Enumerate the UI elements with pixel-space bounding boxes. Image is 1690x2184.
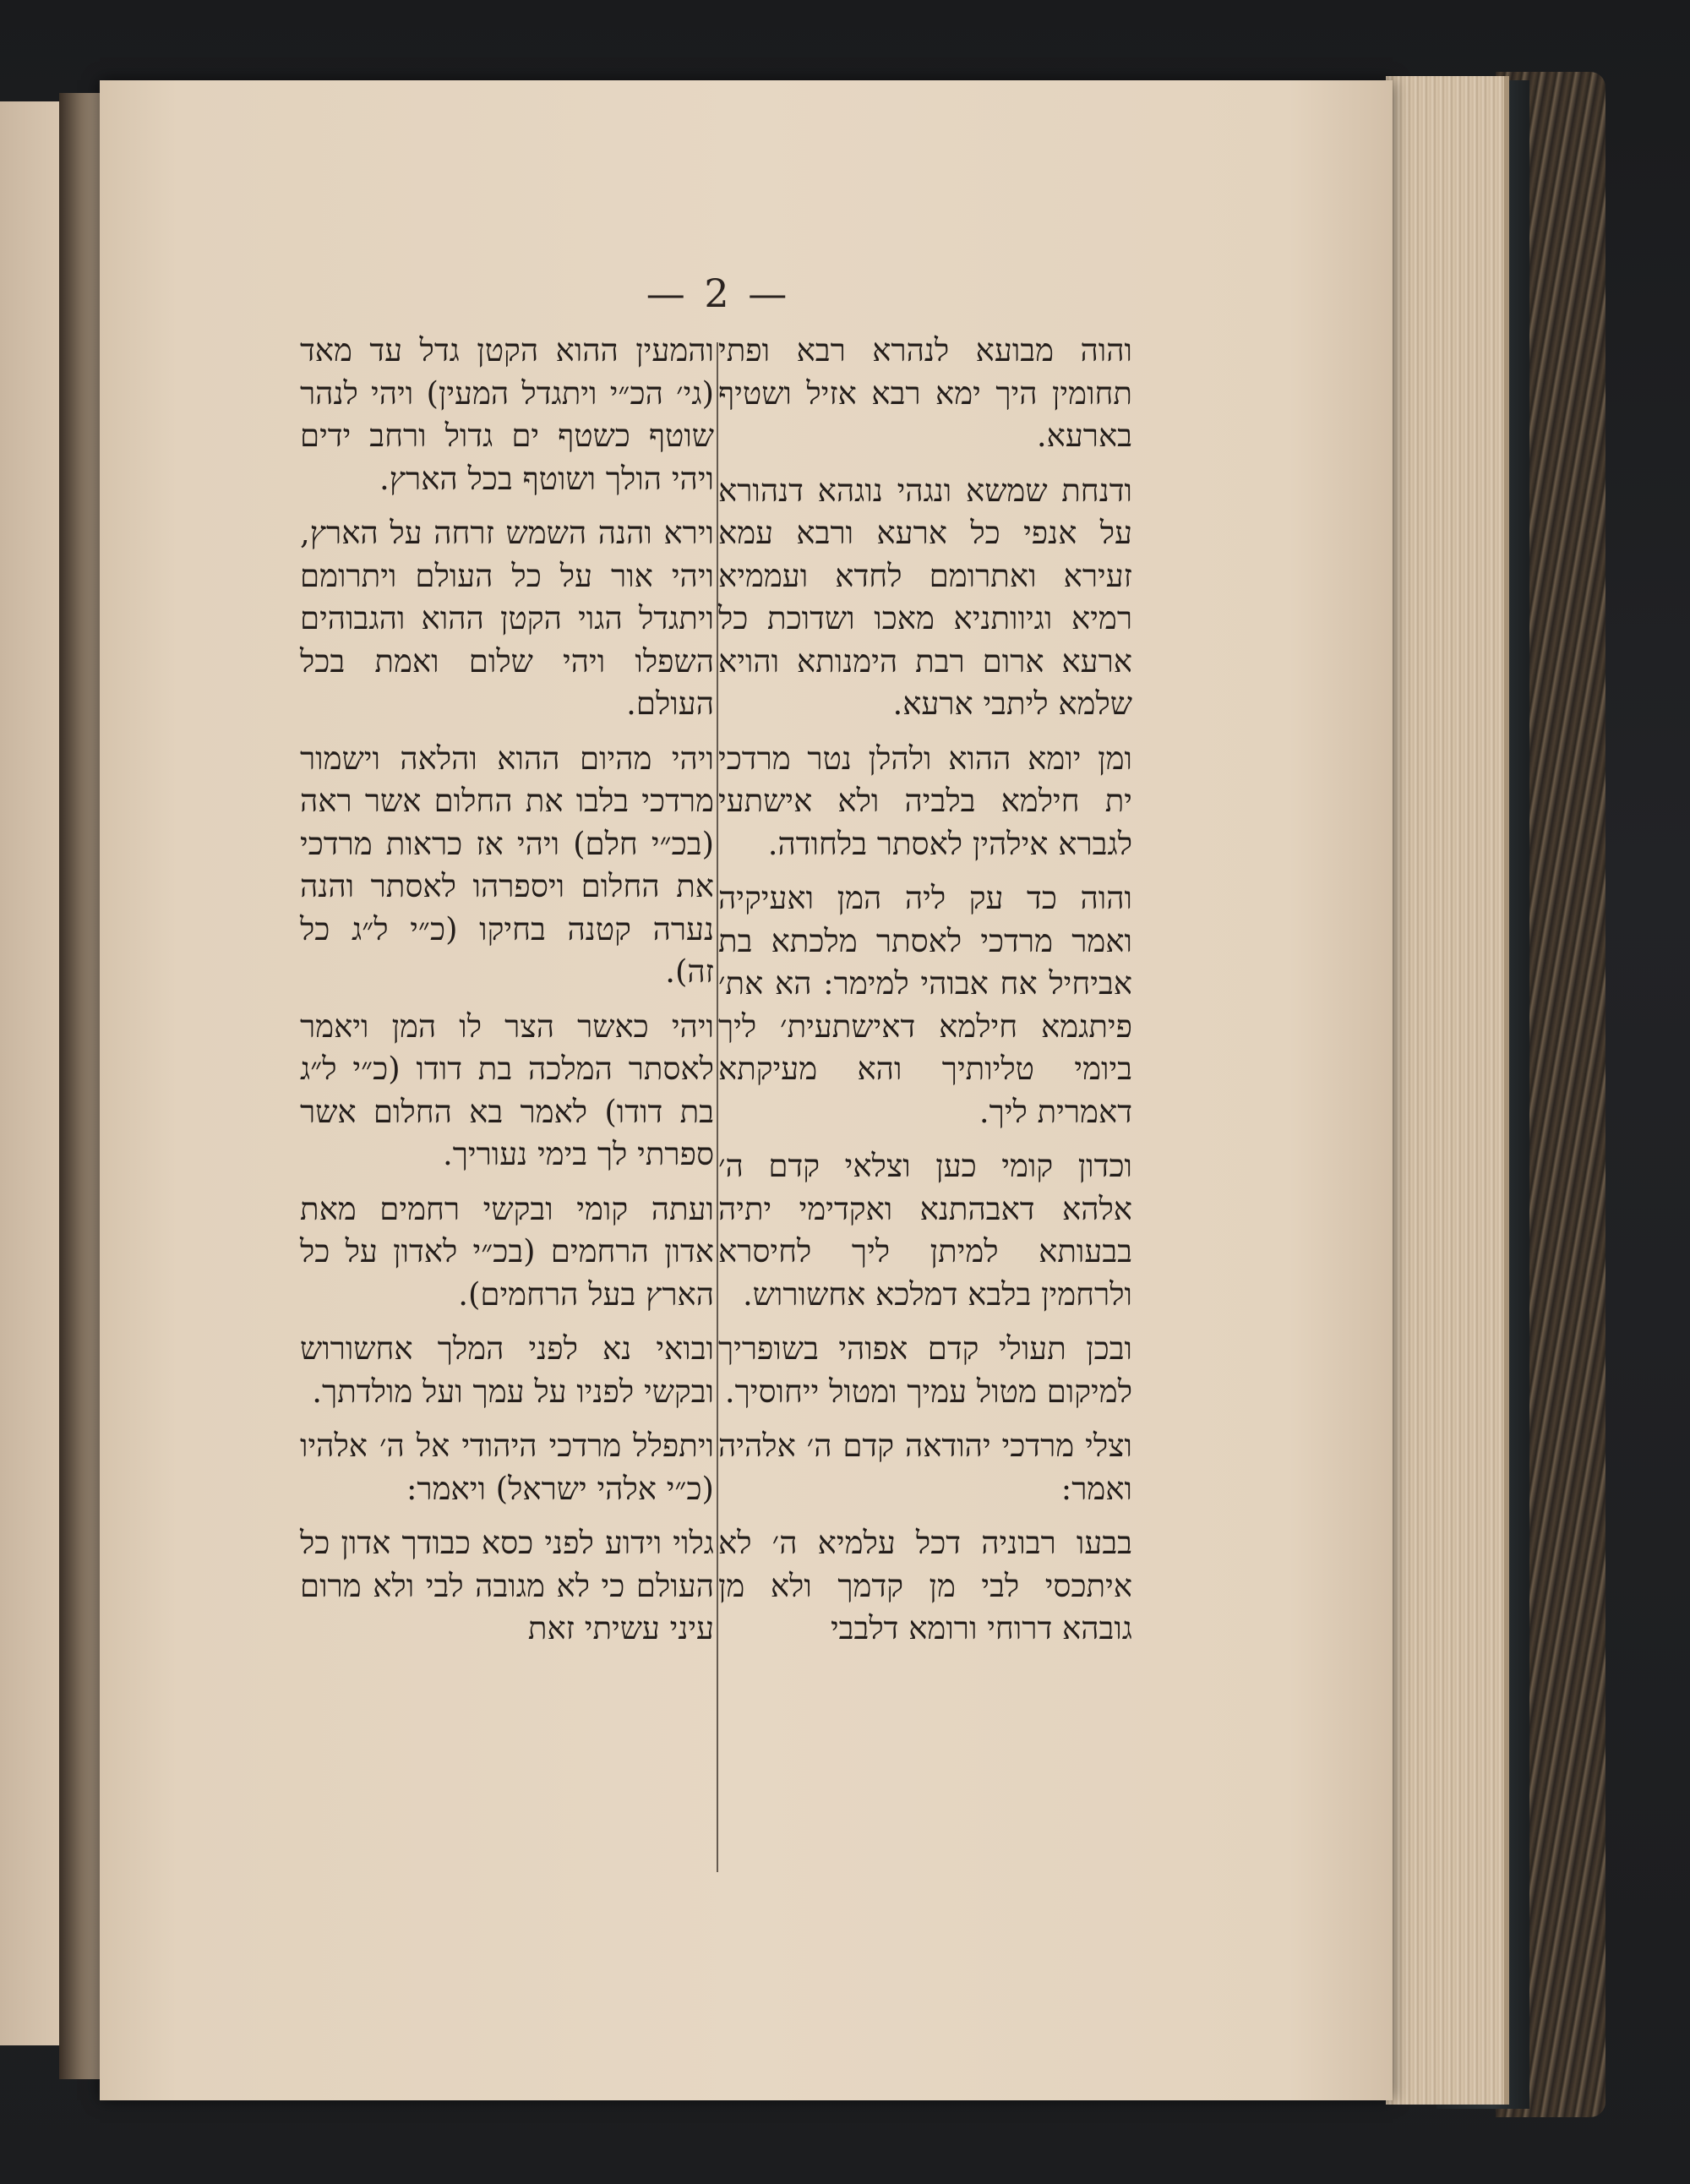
- aramaic-paragraph: וכדון קומי כען וצלאי קדם ה׳ אלהא דאבהתנא ואקדימי יתיה בבעותא למיתן ליך לחיסרא ולרחמין בלבא דמלכא אחשורוש.: [718, 1148, 1132, 1313]
- aramaic-paragraph: וצלי מרדכי יהודאה קדם ה׳ אלהיה ואמר:: [718, 1428, 1132, 1507]
- aramaic-column: [718, 330, 1132, 1663]
- hebrew-paragraph: ויתפלל מרדכי היהודי אל ה׳ אלהיו (כ״י אלהי ישראל) ויאמר:: [300, 1428, 714, 1507]
- hebrew-paragraph: ויהי מהיום ההוא והלאה וישמור מרדכי בלבו את החלום אשר ראה (בכ״י חלם) ויהי אז כראות מרדכי את החלום ויספרהו לאסתר והנה נערה קטנה בחיקו (כ״י ל״ג כל זה).: [300, 740, 714, 990]
- aramaic-paragraph: והוה מבועא לנהרא רבא ופתי תחומין היך ימא רבא אזיל ושטיף בארעא.: [718, 332, 1132, 454]
- hebrew-column: [300, 330, 714, 1663]
- aramaic-paragraph: בבעו רבוניה דכל עלמיא ה׳ לא איתכסי לבי מן קדמך ולא מן גובהא דרוחי ורומא דלבבי: [718, 1525, 1132, 1646]
- hebrew-paragraph: ועתה קומי ובקשי רחמים מאת אדון הרחמים (בכ״י לאדון על כל הארץ בעל הרחמים).: [300, 1190, 714, 1313]
- hebrew-paragraph: גלוי וידוע לפני כסא כבודך אדון כל העולם כי לא מגובה לבי ולא מרום עיני עשיתי זאת: [300, 1525, 714, 1646]
- page-block-edge: [1386, 76, 1509, 2105]
- aramaic-paragraph: ומן יומא ההוא ולהלן נטר מרדכי ית חילמא בלביה ולא אישתעי לגברא אילהין לאסתר בלחודה.: [718, 740, 1132, 862]
- page-number: — 2 —: [646, 270, 791, 316]
- hebrew-paragraph: ובואי נא לפני המלך אחשורוש ובקשי לפניו על עמך ועל מולדתך.: [300, 1330, 714, 1410]
- hebrew-paragraph: ויהי כאשר הצר לו המן ויאמר לאסתר המלכה בת דודו (כ״י ל״ג בת דודו) לאמר בא החלום אשר ספרתי לך בימי נעוריך.: [300, 1007, 714, 1172]
- hebrew-paragraph: וירא והנה השמש זרחה על הארץ, ויהי אור על כל העולם ויתרומם ויתגדל הגוי הקטן ההוא והגבוהים השפלו ויהי שלום ואמת בכל העולם.: [300, 515, 714, 722]
- aramaic-paragraph: ובכן תעולי קדם אפוהי בשופריך למיקום מטול עמיך ומטול ייחוסיך.: [718, 1330, 1132, 1410]
- hebrew-paragraph: והמעין ההוא הקטן גדל עד מאד (גי׳ הכ״י ויתגדל המעין) ויהי לנהר שוטף כשטף ים גדול ורחב ידים ויהי הולך ושוטף בכל הארץ.: [300, 332, 714, 497]
- aramaic-paragraph: ודנחת שמשא ונגהי נוגהא דנהורא על אנפי כל ארעא ורבא עמא זעירא ואתרומם לחדא ועממיא רמיא וגיוותניא מאכו ושדוכת כל ארעא ארום רבת הימנותא והויא שלמא ליתבי ארעא.: [718, 472, 1132, 722]
- aramaic-paragraph: והוה כד עק ליה המן ואעיקיה ואמר מרדכי לאסתר מלכתא בת אביחיל אח אבוהי למימר: הא את׳ פיתגמא חילמא דאישתעית׳ ליך ביומי טליותיך והא מעיקתא דאמרית ליך.: [718, 880, 1132, 1130]
